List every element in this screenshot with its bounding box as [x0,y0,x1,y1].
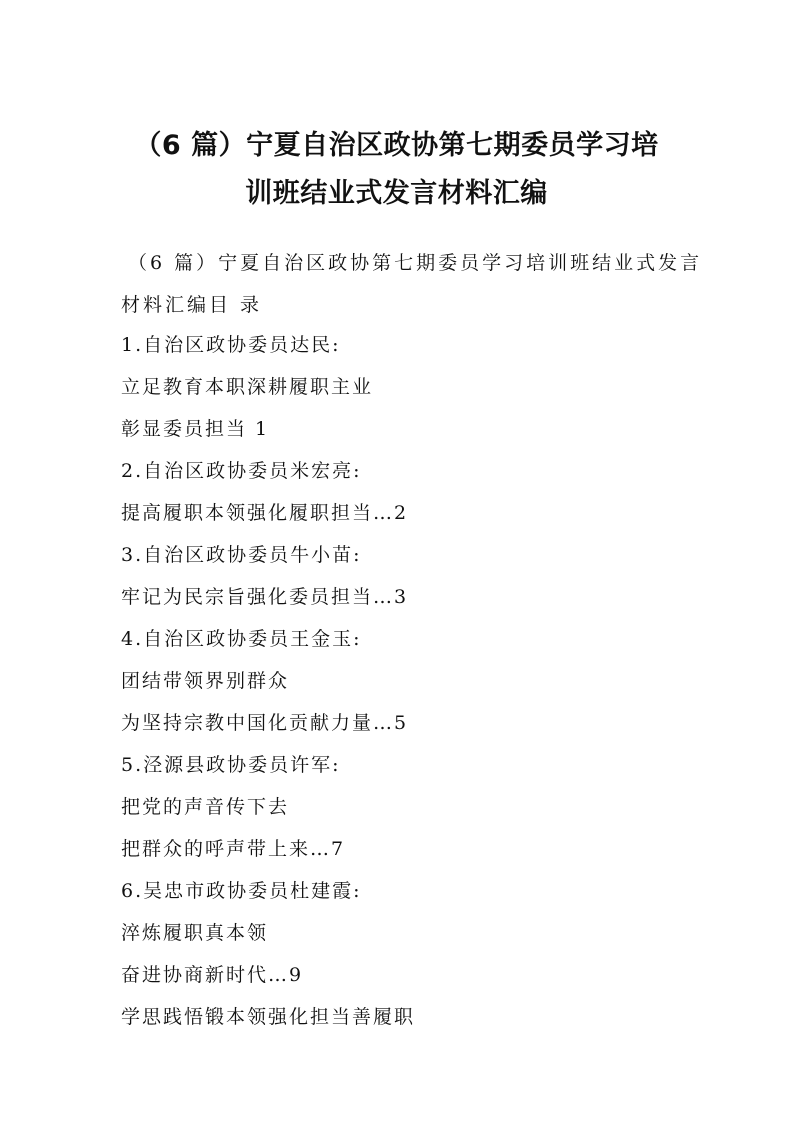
intro-line-2: 材料汇编目 录 [121,294,263,316]
document-title-line-1: （6 篇）宁夏自治区政协第七期委员学习培 [134,130,659,161]
toc-line: 提高履职本领强化履职担当…2 [121,502,409,524]
toc-line: 把群众的呼声带上来…7 [121,838,346,860]
toc-line: 3.自治区政协委员牛小苗: [121,544,362,566]
toc-line: 为坚持宗教中国化贡献力量…5 [121,712,409,734]
toc-line: 2.自治区政协委员米宏亮: [121,460,362,482]
toc-line: 学思践悟锻本领强化担当善履职 [121,1006,416,1028]
document-title-line-2: 训班结业式发言材料汇编 [245,178,548,209]
toc-line: 团结带领界别群众 [121,670,290,692]
toc-line: 牢记为民宗旨强化委员担当…3 [121,586,409,608]
toc-line: 把党的声音传下去 [121,796,290,818]
toc-line: 4.自治区政协委员王金玉: [121,628,362,650]
toc-line: 淬炼履职真本领 [121,922,269,944]
toc-line: 5.泾源县政协委员许军: [121,754,341,776]
toc-line: 奋进协商新时代…9 [121,964,304,986]
toc-line: 6.吴忠市政协委员杜建霞: [121,880,362,902]
toc-line: 1.自治区政协委员达民: [121,334,341,356]
table-of-contents [121,333,681,1047]
toc-line: 立足教育本职深耕履职主业 [121,376,374,398]
intro-line-1: （6 篇）宁夏自治区政协第七期委员学习培训班结业式发言 [128,252,703,274]
toc-line: 彰显委员担当 1 [121,418,270,440]
